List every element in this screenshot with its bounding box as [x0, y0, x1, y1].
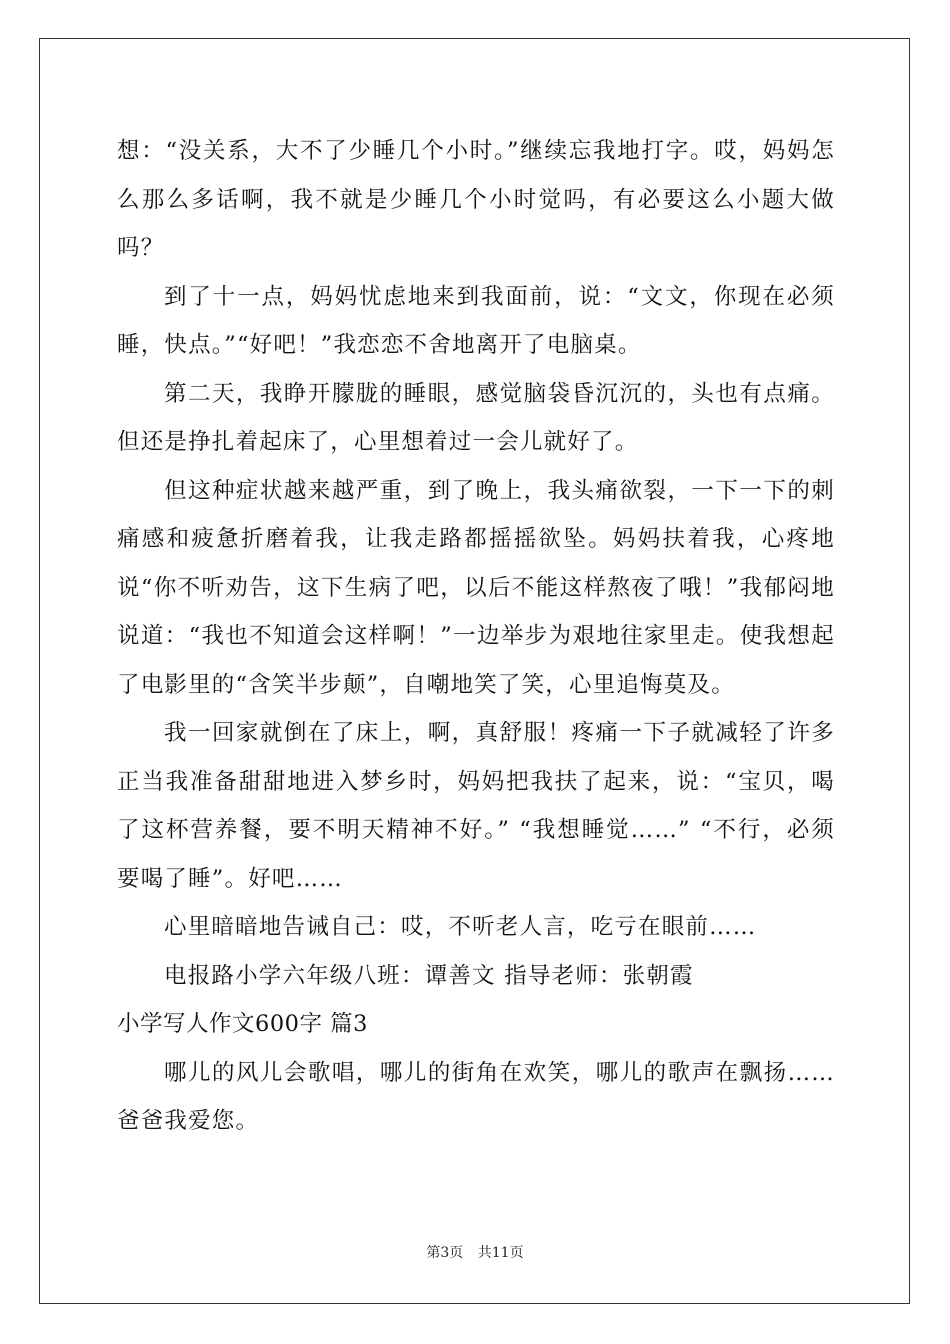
document-body	[117, 127, 835, 1146]
section-heading: 小学写人作文600字 篇3	[117, 1011, 368, 1037]
paragraph-7: 哪儿的风儿会歌唱，哪儿的街角在欢笑，哪儿的歌声在飘扬……爸爸我爱您。	[117, 1059, 835, 1134]
page-footer	[0, 1242, 950, 1262]
paragraph-1: 想：“没关系，大不了少睡几个小时。”继续忘我地打字。哎，妈妈怎么那么多话啊，我不就是少睡几个小时觉吗，有必要这么小题大做吗？	[117, 138, 835, 261]
paragraph-6: 心里暗暗地告诫自己：哎，不听老人言，吃亏在眼前……	[164, 914, 757, 940]
page-number: 第3页	[426, 1245, 464, 1261]
paragraph-2: 到了十一点，妈妈忧虑地来到我面前，说：“文文，你现在必须睡，快点。”“好吧！”我恋恋不舍地离开了电脑桌。	[117, 283, 835, 358]
page-total: 共11页	[477, 1245, 524, 1261]
author-line: 电报路小学六年级八班：谭善文 指导老师：张朝霞	[164, 962, 694, 989]
paragraph-3: 第二天，我睁开朦胧的睡眼，感觉脑袋昏沉沉的，头也有点痛。但还是挣扎着起床了，心里想着过一会儿就好了。	[117, 380, 835, 455]
paragraph-5: 我一回家就倒在了床上，啊，真舒服！疼痛一下子就减轻了许多正当我准备甜甜地进入梦乡时，妈妈把我扶了起来，说：“宝贝，喝了这杯营养餐，要不明天精神不好。” “我想睡觉……” “不行，必须要喝了睡”。好吧……	[117, 720, 835, 892]
paragraph-4: 但这种症状越来越严重，到了晚上，我头痛欲裂，一下一下的刺痛感和疲惫折磨着我，让我走路都摇摇欲坠。妈妈扶着我，心疼地说“你不听劝告，这下生病了吧，以后不能这样熬夜了哦！”我郁闷地说道：“我也不知道会这样啊！”一边举步为艰地往家里走。使我想起了电影里的“含笑半步颠”，自嘲地笑了笑，心里追悔莫及。	[117, 477, 835, 698]
